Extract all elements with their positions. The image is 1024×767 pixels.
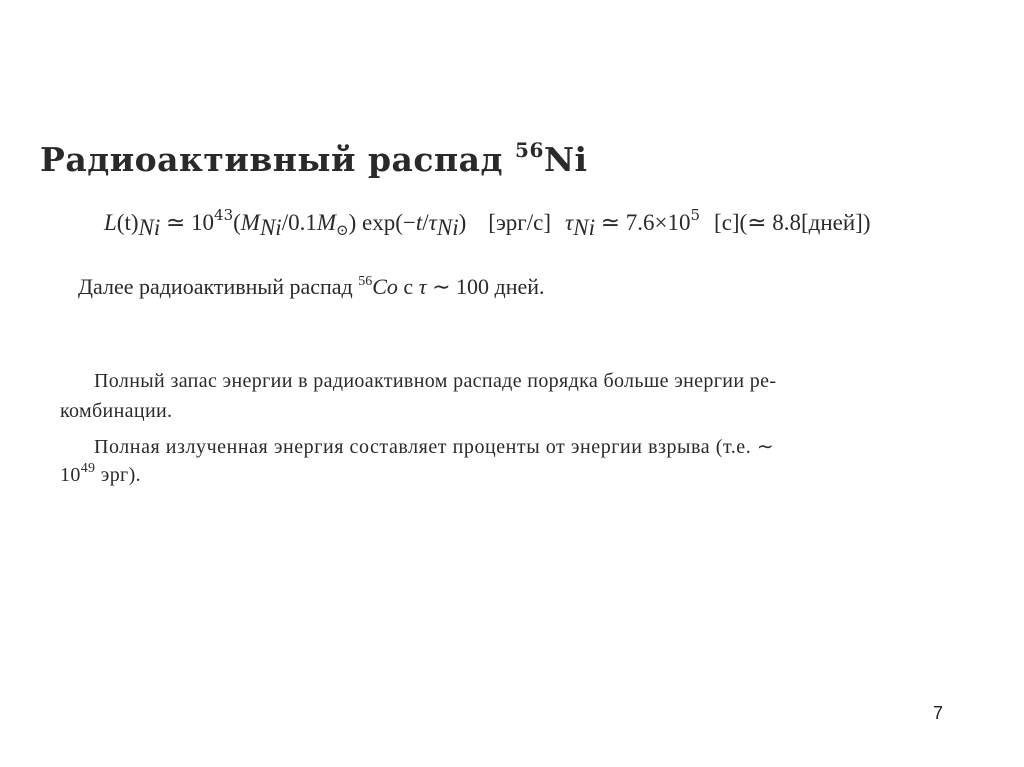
formula-tau2-symbol: τ — [565, 210, 574, 235]
formula-tau-value: ≃ 7.6×10 — [594, 210, 691, 235]
energy-base: 10 — [60, 464, 81, 486]
title-text: Радиоактивный распад — [40, 140, 504, 179]
formula-luminosity-arg: (t) — [116, 210, 139, 235]
formula-mass-ratio: /0.1 — [281, 210, 317, 235]
slide-title — [40, 140, 588, 179]
energy-exponent: 49 — [80, 461, 96, 476]
formula-solar-mass-symbol: M — [316, 210, 337, 235]
formula-luminosity-subscript: Ni — [138, 215, 161, 240]
isotope-element: Ni — [543, 140, 588, 179]
formula-slash: / — [422, 210, 429, 235]
formula-exponent-43: 43 — [214, 206, 234, 224]
formula-mass-subscript: Ni — [259, 215, 282, 240]
page-number: 7 — [933, 703, 944, 723]
formula-approx-power: ≃ 10 — [160, 210, 215, 235]
cobalt-element: Co — [372, 274, 398, 299]
cobalt-middle: с — [397, 274, 419, 299]
cobalt-prefix: Далее радиоактивный распад — [78, 274, 359, 299]
isotope-mass-number: 56 — [515, 138, 544, 162]
cobalt-suffix: ∼ 100 дней. — [426, 274, 545, 299]
formula-tau-subscript: Ni — [436, 215, 459, 240]
formula-time-symbol: t — [415, 210, 423, 235]
formula-exponent-5: 5 — [690, 206, 701, 224]
paragraph1-line1: Полный запас энергии в радиоактивном распаде порядка больше энергии ре- — [94, 370, 777, 392]
paragraph2-line2 — [60, 461, 141, 487]
formula-exp-close: ) — [458, 210, 467, 235]
formula-luminosity-symbol: L — [104, 210, 117, 235]
formula-solar-subscript: ⊙ — [336, 221, 349, 239]
formula-units-erg: [эрг/с] — [488, 210, 552, 235]
formula-open-paren: ( — [233, 210, 241, 235]
energy-units: эрг). — [95, 464, 141, 486]
formula-tau2-subscript: Ni — [573, 215, 595, 240]
formula-units-seconds: [с](≃ 8.8[дней]) — [714, 210, 871, 235]
formula-exp-function: exp(− — [356, 210, 416, 235]
cobalt-decay-line — [78, 274, 545, 300]
formula-close-paren: ) — [348, 210, 357, 235]
cobalt-tau-symbol: τ — [418, 274, 427, 299]
paragraph2-line1: Полная излученная энергия составляет проценты от энергии взрыва (т.е. ∼ — [94, 436, 775, 458]
cobalt-mass-number: 56 — [358, 274, 373, 289]
luminosity-formula — [104, 206, 871, 240]
paragraph1-line2: комбинации. — [60, 400, 173, 422]
formula-tau-symbol: τ — [428, 210, 437, 235]
formula-mass-symbol: M — [240, 210, 260, 235]
